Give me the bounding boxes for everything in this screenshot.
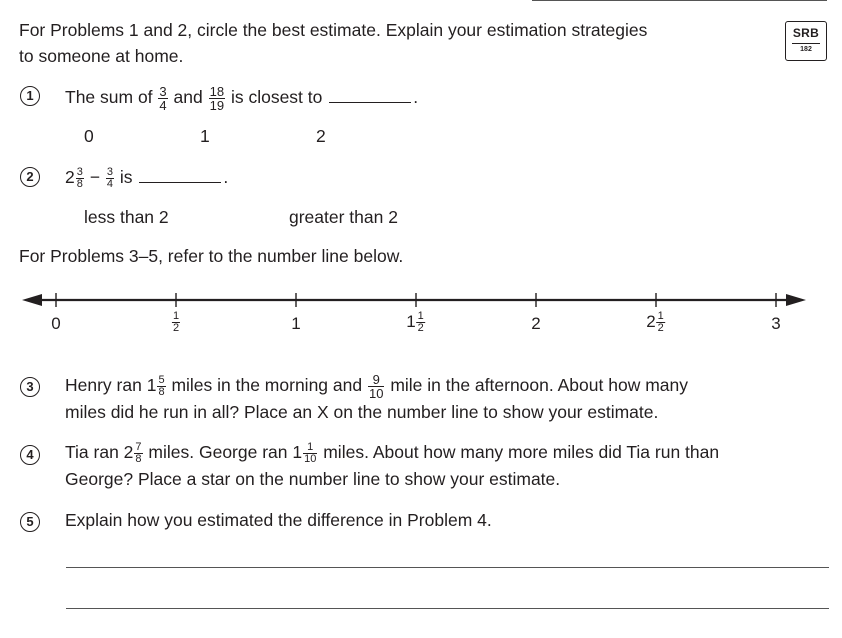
left-arrow-icon [22,294,42,306]
problem-2-frac: $\frac{3}{4}$ [106,165,113,190]
problem-3-line-2: miles did he run in all? Place an X on the number line to show your estimate. [65,402,659,422]
right-arrow-icon [786,294,806,306]
problem-4-number: 4 [20,445,40,465]
problem-2-text: 2 $\frac{3}{8}$ − $\frac{3}{4}$ is . [65,165,229,190]
srb-page: 182 [800,46,812,53]
problem-1-choice-2[interactable]: 2 [316,126,326,146]
srb-badge[interactable] [785,21,827,61]
intro-line-2: to someone at home. [19,46,184,66]
number-line-label: 3 [771,314,781,333]
problem-5-text: Explain how you estimated the difference in Problem 4. [65,510,492,530]
problem-4-line-2: George? Place a star on the number line to show your estimate. [65,469,561,489]
intro-line-1: For Problems 1 and 2, circle the best estimate. Explain your estimation strategies [19,20,648,40]
refer-text: For Problems 3–5, refer to the number line below. [19,246,404,266]
answer-line-2[interactable] [66,608,829,609]
problem-3-mixed-frac: $\frac{5}{8}$ [158,373,165,398]
problem-4-mixed-frac-2: $\frac{1}{10}$ [304,440,317,465]
problem-2-choice-less[interactable]: less than 2 [84,207,169,227]
problem-5-number: 5 [20,512,40,532]
number-line-label: 0 [51,314,61,333]
number-line-label-fraction: $\frac{1}{2}$ [417,310,424,334]
problem-4-line-1: Tia ran 2 $\frac{7}{8}$ miles. George ran 1 $\frac{1}{10}$ miles. About how many more miles did Tia run than [65,440,720,465]
number-line-label: 1 [291,314,301,333]
top-rule [532,0,827,1]
problem-1-text-b: and [173,87,203,107]
problem-1-frac-1: $\frac{3}{4}$ [159,83,167,113]
problem-2-answer-blank[interactable] [139,168,221,183]
problem-2-choice-greater[interactable]: greater than 2 [289,207,398,227]
number-line-label: 2 $\frac{1}{2}$ [646,310,664,334]
number-line-label-fraction: $\frac{1}{2}$ [657,310,664,334]
problem-2-mixed-frac: $\frac{3}{8}$ [76,165,83,190]
number-line-label-fraction: $\frac{1}{2}$ [172,310,180,334]
problem-1-choice-1[interactable]: 1 [200,126,210,146]
answer-line-1[interactable] [66,567,829,568]
srb-divider [792,43,820,44]
problem-3-number: 3 [20,377,40,397]
number-line-label: 2 [531,314,541,333]
problem-1-choice-0[interactable]: 0 [84,126,94,146]
problem-1-answer-blank[interactable] [329,88,411,103]
problem-4-mixed-frac-1: $\frac{7}{8}$ [135,440,142,465]
problem-3-frac: $\frac{9}{10}$ [368,371,384,401]
problem-1-text-c: is closest to [230,87,323,107]
problem-2-number: 2 [20,167,40,187]
problem-1-number: 1 [20,86,40,106]
number-line-label [171,311,181,334]
problem-1-text: The sum of $\frac{3}{4}$ and $\frac{18}{19}$ is closest to . [65,83,419,113]
problem-1-frac-2: $\frac{18}{19}$ [209,83,225,113]
srb-label: SRB [792,26,820,40]
problem-1-text-a: The sum of [65,87,153,107]
number-line-label: 1 $\frac{1}{2}$ [406,310,424,334]
problem-3-line-1: Henry ran 1 $\frac{5}{8}$ miles in the morning and $\frac{9}{10}$ mile in the afternoon. About how many [65,371,688,401]
